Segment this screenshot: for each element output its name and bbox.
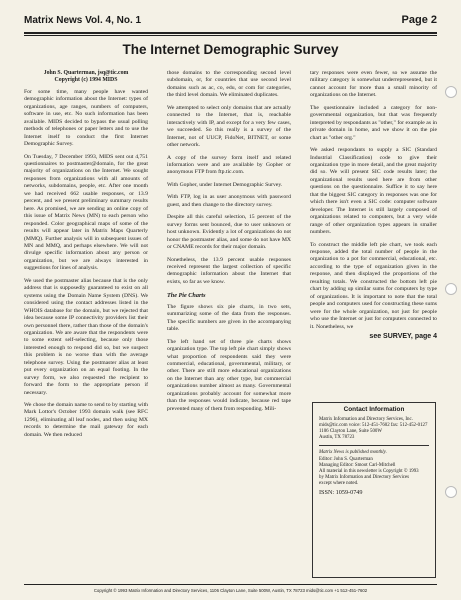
paragraph: To construct the middle left pie chart, we took each response, added the total number of people in the organization to a pot for commercial, educational, etc. according to the type of organization given in the response, and then displayed the proportions of the resulting totals. We constructed the bottom left pie chart by adding up similar sums for computers by type of organizations. It is important to note that the total people and computers used for constructing these sums were for the whole organization, not just for people who use the Internet or just for computers connected to it. Nonetheless, we	[310, 241, 437, 330]
byline	[24, 70, 148, 85]
punch-hole-icon	[445, 486, 457, 498]
paragraph: With FTP, log in as user anonymous with password guest, and then change to the directory survey.	[167, 194, 291, 208]
paragraph: A copy of the survey form itself and related information were and are available by Gopher or anonymous FTP from ftp.tic.com.	[167, 154, 291, 176]
paragraph: The left hand set of three pie charts shows organization type. The top left pie chart simply shows what proportion of respondents said they were commercial, educational, governmental, military, or other. There are still more educational organizations on the Internet than any other type, but commercial organizations number almost as many. Governmental organizations probably account for somewhat more than the responses would indicate, because red tape prevented many of them from responding. Mili-	[167, 338, 291, 412]
contact-note: except where noted.	[319, 480, 359, 486]
header-rule	[24, 32, 437, 34]
paragraph: those domains to the corresponding second level subdomain, or, for countries that use second level domains such as ac, co, edu, or com for categories, the third level domain. We eliminated duplicates.	[167, 70, 291, 99]
paragraph: tary responses were even fewer, so we assume the military category is somewhat underrepresented, but it cannot account for more than a small minority of organizations on the Internet.	[310, 70, 437, 99]
contact-box	[312, 402, 436, 578]
section-subhead: The Pie Charts	[167, 292, 206, 300]
paragraph: For some time, many people have wanted demographic information about the Internet: types of organizations, age ranges, numbers of computers, software in use, etc. No such information has been available. MIDS decided to bypass the usual polling methods of telephones or paper letters and to use the Internet itself to conduct the first Internet Demographic Survey.	[24, 88, 148, 148]
page-number: Page 2	[401, 14, 437, 26]
contact-line: mids@tic.com voice: 512-451-7602 fax: 512-452-0127	[319, 423, 428, 429]
author: John S. Quarterman, jsq@tic.com	[43, 70, 129, 76]
column-2	[167, 70, 291, 418]
contact-title: Contact Information	[343, 406, 405, 413]
column-1	[24, 70, 148, 444]
paragraph: We chose the domain name to send to by starting with Mark Lottor's October 1993 domain walk (see RFC 1296), eliminating all leaf nodes, and then using MX records to determine the mail gateway for each domain. We then reduced	[24, 402, 148, 438]
paragraph: On Tuesday, 7 December 1993, MIDS sent out 4,751 questionnaires to postmaster@domain, for the great majority of organizations on the Internet. We sought responses from organizations with all amounts of networks, subdomains, people, etc. After one month we had received 662 usable responses, or 13.9 percent, and we present preliminary summary results here. As promised, we are sending an online copy of this issue of Matrix News (MN) to each person who responded. Color geographical maps of some of the results will appear later in Matrix Maps Quarterly (MMQ). Further analysis will in subsequent issues of MN and MMQ, and perhaps elsewhere. We will not divulge specific information about any person or organization, but we are always interested in suggestions for lines of analysis.	[24, 153, 148, 272]
copyright: Copyright (c) 1994 MIDS	[54, 77, 118, 84]
continuation-note: see SURVEY, page 4	[369, 332, 437, 340]
contact-line: 1106 Clayton Lane, Suite 500W	[319, 429, 382, 435]
paragraph: The questionnaire included a category for non-governmental organization, but that was frequently interpreted by respondants as "other," for example as in private domain in home, and we show it on the pie chart as "other org."	[310, 104, 437, 141]
contact-note: All material in this newsletter is Copyright © 1993	[319, 468, 419, 474]
contact-note: Matrix News is published monthly.	[319, 450, 387, 456]
contact-note: by Matrix Information and Directory Services	[319, 474, 410, 480]
paragraph: We asked respondants to supply a SIC (Standard Industrial Classification) code to give their organization type in more detail, and the great majority did so. We will present SIC code results later; the organizational results used here are from other questions on the questionnaire. Suffice it to say here that the biggest SIC category in responses was one for which there isn't even a SIC code: computer software developer. The Internet is still largely composed of organizations related to computers, but a very wide range of other organization types appears in smaller numbers.	[310, 147, 437, 236]
punch-hole-icon	[445, 86, 457, 98]
contact-line: Matrix Information and Directory Services, Inc.	[319, 417, 413, 423]
contact-divider	[319, 445, 429, 446]
contact-line: Austin, TX 78723	[319, 435, 355, 441]
publication-title: Matrix News Vol. 4, No. 1	[24, 15, 142, 26]
paragraph: We used the postmaster alias because that is the only address that is supposedly guaranteed to exist on all systems using the Domain Name System (DNS). We considered using the contact addresses listed in the WHOIS database for the domain, but we rejected that idea because some IP connectivity providers list their own personnel there, rather than those of the domain's organization. We are aware that the respondents were to some extent self-selecting, because only those interested enough to respond did so, but we suspect this problem is no worse than with the average telephone survey. Using the postmaster alias at least put every organization on an equal footing. In the survey form, we also requested the recipient to forward the form to the appropriate person if necessary.	[24, 277, 148, 396]
paragraph: With Gopher, under Internet Demographic Survey.	[167, 181, 283, 188]
paragraph: Nonetheless, the 13.9 percent usable responses received represent the largest collection of specific demographic information about the Internet that exists, so far as we know.	[167, 256, 291, 285]
punch-hole-icon	[445, 283, 457, 295]
issn: ISSN: 1059-0749	[319, 489, 363, 497]
paragraph: Despite all this careful selection, 15 percent of the survey forms sent bounced, due to user unknown or host unknown. Evidently a lot of organizations do not honor the postmaster alias, and some do not have MX or CNAME records for their major domain.	[167, 214, 291, 251]
page-footer: Copyright © 1993 Matrix Information and Directory Services, 1106 Clayton Lane, Suite 500W, Austin, TX 78723 mids@tic.com +1 512-451-7602	[24, 584, 437, 593]
contact-note: Managing Editor: Smoot Carl-Mitchell	[319, 462, 396, 468]
paragraph: We attempted to select only domains that are actually connected to the Internet, that is, reachable interactively with IP, and except for a very few cases, we succeeded. So this really is a survey of the Internet, not of UUCP, FidoNet, BITNET, or some other network.	[167, 104, 291, 149]
article-title: The Internet Demographic Survey	[122, 42, 339, 57]
paragraph: The figure shows six pie charts, in two sets, summarizing some of the data from the responses. The specific numbers are given in the accompanying table.	[167, 303, 291, 333]
column-3	[310, 70, 437, 345]
contact-note: Editor: John S. Quarterman	[319, 456, 373, 462]
page-header	[24, 14, 437, 30]
header-rule-thin	[24, 35, 437, 36]
